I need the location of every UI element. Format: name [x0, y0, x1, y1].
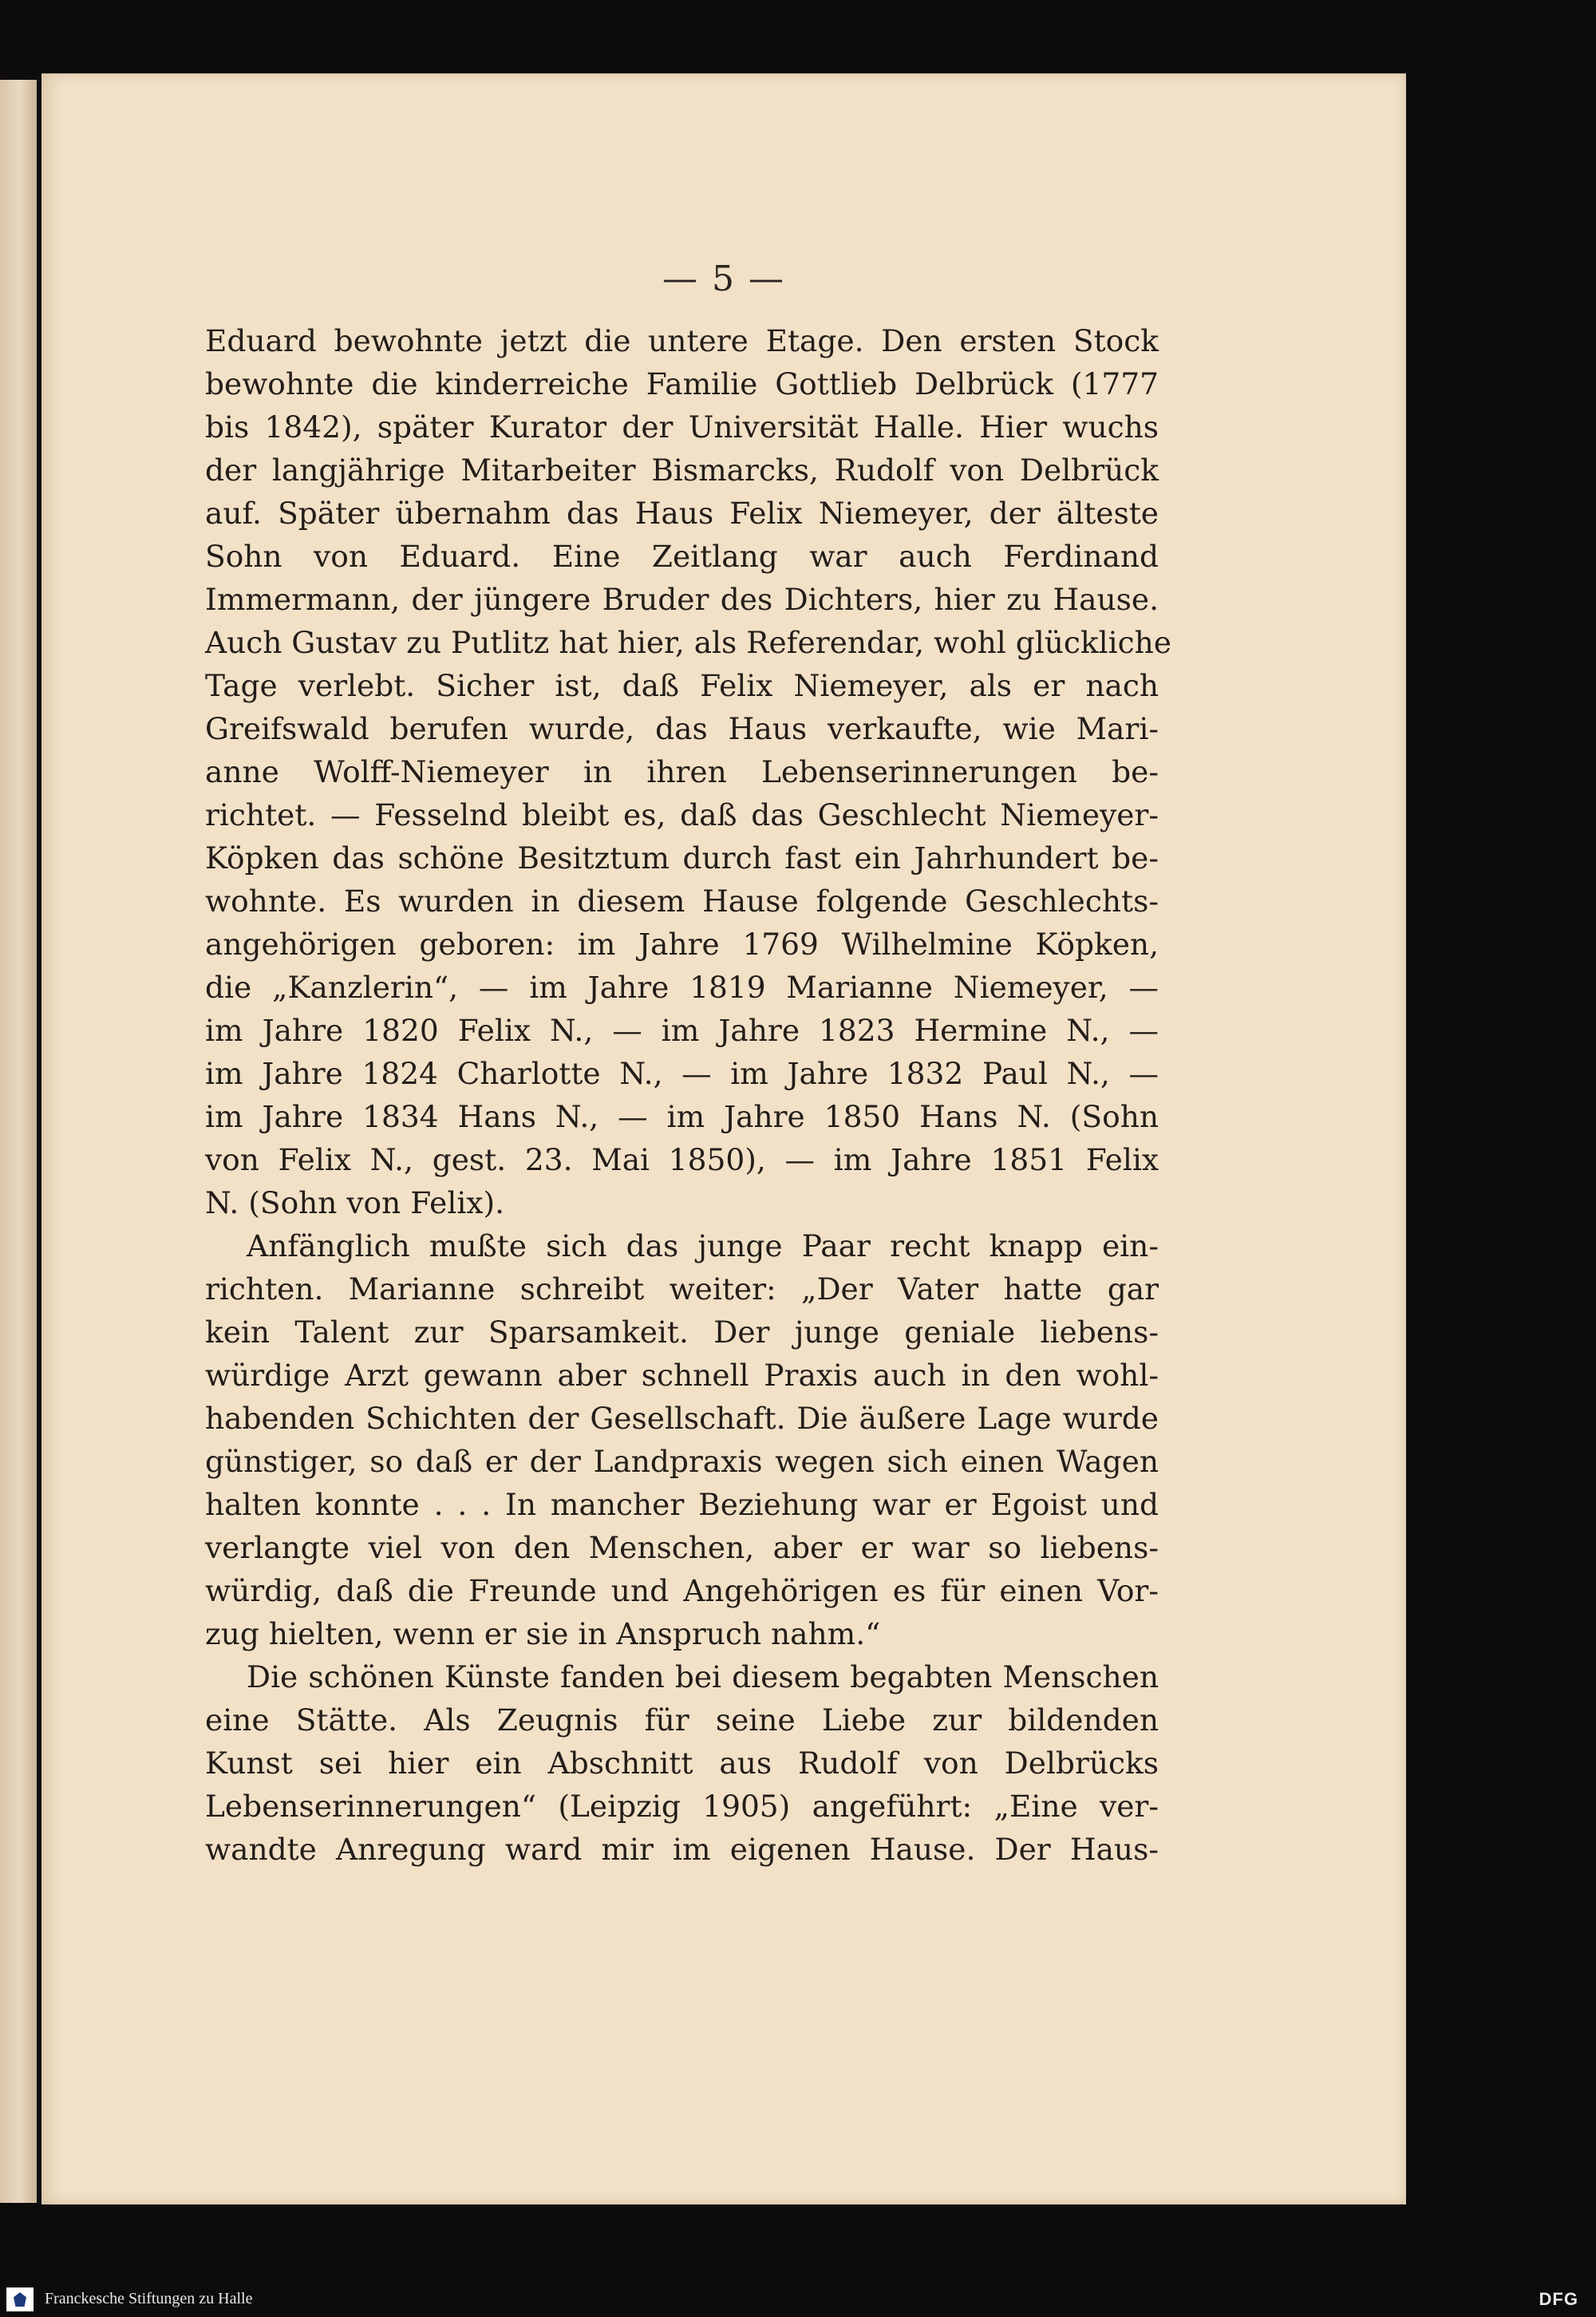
viewer-footer-bar: [0, 2283, 1596, 2317]
text-line: würdige Arzt gewann aber schnell Praxis auch in den wohl-: [205, 1358, 1159, 1393]
text-line: zug hielten, wenn er sie in Anspruch nahm.“: [205, 1616, 881, 1651]
text-line: eine Stätte. Als Zeugnis für seine Liebe zur bildenden: [205, 1702, 1159, 1738]
text-line: von Felix N., gest. 23. Mai 1850), — im Jahre 1851 Felix: [205, 1142, 1159, 1177]
text-line: Tage verlebt. Sicher ist, daß Felix Niemeyer, als er nach: [205, 668, 1159, 703]
text-line: der langjährige Mitarbeiter Bismarcks, Rudolf von Delbrück: [205, 453, 1159, 488]
text-line: wandte Anregung ward mir im eigenen Hause. Der Haus-: [205, 1832, 1159, 1867]
page-body-text: [205, 319, 1171, 1871]
text-line: günstiger, so daß er der Landpraxis wegen sich einen Wagen: [205, 1444, 1159, 1479]
text-line: Eduard bewohnte jetzt die untere Etage. Den ersten Stock: [205, 323, 1159, 358]
text-line: habenden Schichten der Gesellschaft. Die äußere Lage wurde: [205, 1401, 1159, 1436]
text-line: im Jahre 1824 Charlotte N., — im Jahre 1832 Paul N., —: [205, 1056, 1159, 1091]
text-line: Sohn von Eduard. Eine Zeitlang war auch Ferdinand: [205, 539, 1159, 574]
text-line: Anfänglich mußte sich das junge Paar recht knapp ein-: [247, 1228, 1159, 1263]
text-line: auf. Später übernahm das Haus Felix Niemeyer, der älteste: [205, 496, 1159, 531]
text-line: Lebenserinnerungen“ (Leipzig 1905) angeführt: „Eine ver-: [205, 1789, 1159, 1824]
text-line: bewohnte die kinderreiche Familie Gottlieb Delbrück (1777: [205, 366, 1159, 401]
text-line: angehörigen geboren: im Jahre 1769 Wilhelmine Köpken,: [205, 927, 1159, 962]
text-line: Die schönen Künste fanden bei diesem begabten Menschen: [247, 1659, 1159, 1694]
facing-page-edge: [0, 80, 37, 2203]
text-line: anne Wolff-Niemeyer in ihren Lebenserinnerungen be-: [205, 754, 1159, 789]
text-line: richten. Marianne schreibt weiter: „Der Vater hatte gar: [205, 1271, 1159, 1307]
text-line: wohnte. Es wurden in diesem Hause folgende Geschlechts-: [205, 884, 1159, 919]
footer-institution-name: Franckesche Stiftungen zu Halle: [45, 2290, 253, 2307]
book-page: [41, 73, 1406, 2204]
text-line: Greifswald berufen wurde, das Haus verkaufte, wie Mari-: [205, 711, 1159, 746]
text-line: Auch Gustav zu Putlitz hat hier, als Referendar, wohl glückliche: [205, 625, 1171, 660]
text-line: Kunst sei hier ein Abschnitt aus Rudolf von Delbrücks: [205, 1746, 1159, 1781]
text-line: im Jahre 1834 Hans N., — im Jahre 1850 Hans N. (Sohn: [205, 1099, 1159, 1134]
text-line: würdig, daß die Freunde und Angehörigen es für einen Vor-: [205, 1573, 1159, 1608]
text-line: die „Kanzlerin“, — im Jahre 1819 Marianne Niemeyer, —: [205, 970, 1159, 1005]
text-line: N. (Sohn von Felix).: [205, 1185, 505, 1220]
text-line: bis 1842), später Kurator der Universität Halle. Hier wuchs: [205, 409, 1159, 445]
text-line: Köpken das schöne Besitztum durch fast ein Jahrhundert be-: [205, 840, 1159, 876]
text-line: verlangte viel von den Menschen, aber er war so liebens-: [205, 1530, 1159, 1565]
text-line: halten konnte . . . In mancher Beziehung war er Egoist und: [205, 1487, 1159, 1522]
text-line: im Jahre 1820 Felix N., — im Jahre 1823 Hermine N., —: [205, 1013, 1159, 1048]
dfg-logo-text: DFG: [1539, 2289, 1578, 2309]
francke-foundation-logo-icon: [6, 2287, 34, 2311]
page-number: — 5 —: [662, 259, 785, 299]
text-line: richtet. — Fesselnd bleibt es, daß das Geschlecht Niemeyer-: [205, 797, 1159, 832]
text-line: Immermann, der jüngere Bruder des Dichters, hier zu Hause.: [205, 582, 1159, 617]
text-line: kein Talent zur Sparsamkeit. Der junge geniale liebens-: [205, 1315, 1159, 1350]
